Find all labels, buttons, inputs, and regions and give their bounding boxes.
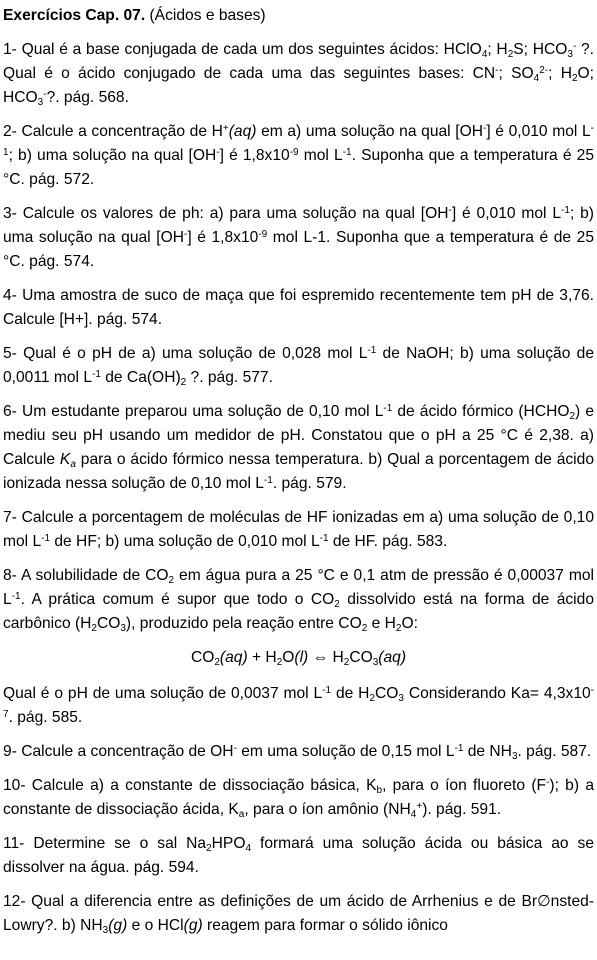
exercise-5: 5- Qual é o pH de a) uma solução de 0,028 mol $L^{-1}$ de NaOH; b) uma solução de 0,0011 mol $L^{-1}$ de $Ca(OH)_2$ ?. pág. 577. xyxy=(3,345,594,388)
exercise-7: 7- Calcule a porcentagem de moléculas de HF ionizadas em a) uma solução de 0,10 mol $L^{-1}$ de HF; b) uma solução de 0,010 mol $L^{-1}$ de HF. pág. 583. xyxy=(3,509,594,550)
exercise-12: 12- Qual a diferencia entre as definições de um ácido de Arrhenius e de Br∅nsted-Lowry?. b) $NH_3(g)$ e o HCl(g) reagem para formar o sólido iônico xyxy=(3,893,594,936)
exercise-9: 9- Calcule a concentração de OH- em uma solução de 0,15 mol $L^{-1}$ de $NH_3$. pág. 587. xyxy=(3,743,592,762)
exercise-11: 11- Determine se o sal $Na_2HPO_4$ formará uma solução ácida ou básica ao se dissolver na água. pág. 594. xyxy=(3,835,595,876)
equilibrium-arrow-icon: ⇔ H xyxy=(308,649,344,666)
title-bold: Exercícios Cap. 07. xyxy=(3,7,146,24)
exercise-8-question: Qual é o pH de uma solução de 0,0037 mol $L^{-1}$ de $H_2CO_3$ Considerando $Ka= 4,3x10^{-7}$. pág. 585. xyxy=(3,685,595,726)
exercise-4: 4- Uma amostra de suco de maça que foi espremido recentemente tem pH de 3,76. Calcule [H+]. pág. 574. xyxy=(3,287,594,328)
title-subtitle: (Ácidos e bases) xyxy=(145,7,266,24)
chemical-equation: $CO_2(aq) + H_2O(l)$ ⇔ $H_2CO_3(aq)$ xyxy=(190,649,407,668)
exercise-2: 2- Calcule a concentração de H+(aq) em a) uma solução na qual [OH-] é 0,010 mol $L^{-1}$; b) uma solução na qual [OH-] é $1,8x10^{-9}$ mol $L^{-1}$. Suponha que a temperatura é 25 °C. pág. 572. xyxy=(3,123,595,188)
exercise-10: 10- Calcule a) a constante de dissociação básica, $K_b$, para o íon fluoreto (F-); b) a constante de dissociação ácida, $K_a$, para o íon amônio $(NH_4^+)$. pág. 591. xyxy=(3,777,594,820)
page-title xyxy=(3,4,594,28)
exercise-8: 8- A solubilidade de $CO_2$ em água pura a 25 °C e 0,1 atm de pressão é 0,00037 mol $L^{-1}$. A prática comum é supor que todo o $CO_2$ dissolvido está na forma de ácido carbônico $(H_2CO_3)$, produzido pela reação entre $CO_2$ e $H_2O$: xyxy=(3,567,594,634)
exercise-6: 6- Um estudante preparou uma solução de 0,10 mol $L^{-1}$ de ácido fórmico $(HCHO_2)$ e mediu seu pH usando um medidor de pH. Constatou que o pH a 25 °C é 2,38. a) Calcule $K_a$ para o ácido fórmico nessa temperatura. b) Qual a porcentagem de ácido ionizada nessa solução de 0,10 mol $L^{-1}$. pág. 579. xyxy=(3,403,594,492)
empty-set-glyph: ∅ xyxy=(537,893,551,910)
exercise-1: 1- Qual é a base conjugada de cada um dos seguintes ácidos: HClO$_4$; $H_2S$; $HCO_3^-$ ?. Qual é o ácido conjugado de cada uma das seguintes bases: CN-; $SO_4^{2-}$; $H_2O$; $HCO_3^-$?. pág. 568. xyxy=(3,41,595,108)
exercise-3: 3- Calcule os valores de ph: a) para uma solução na qual [OH-] é 0,010 mol $L^{-1}$; b) uma solução na qual [OH-] é $1,8x10^{-9}$ mol L-1. Suponha que a temperatura é de 25 °C. pág. 574. xyxy=(3,205,595,270)
